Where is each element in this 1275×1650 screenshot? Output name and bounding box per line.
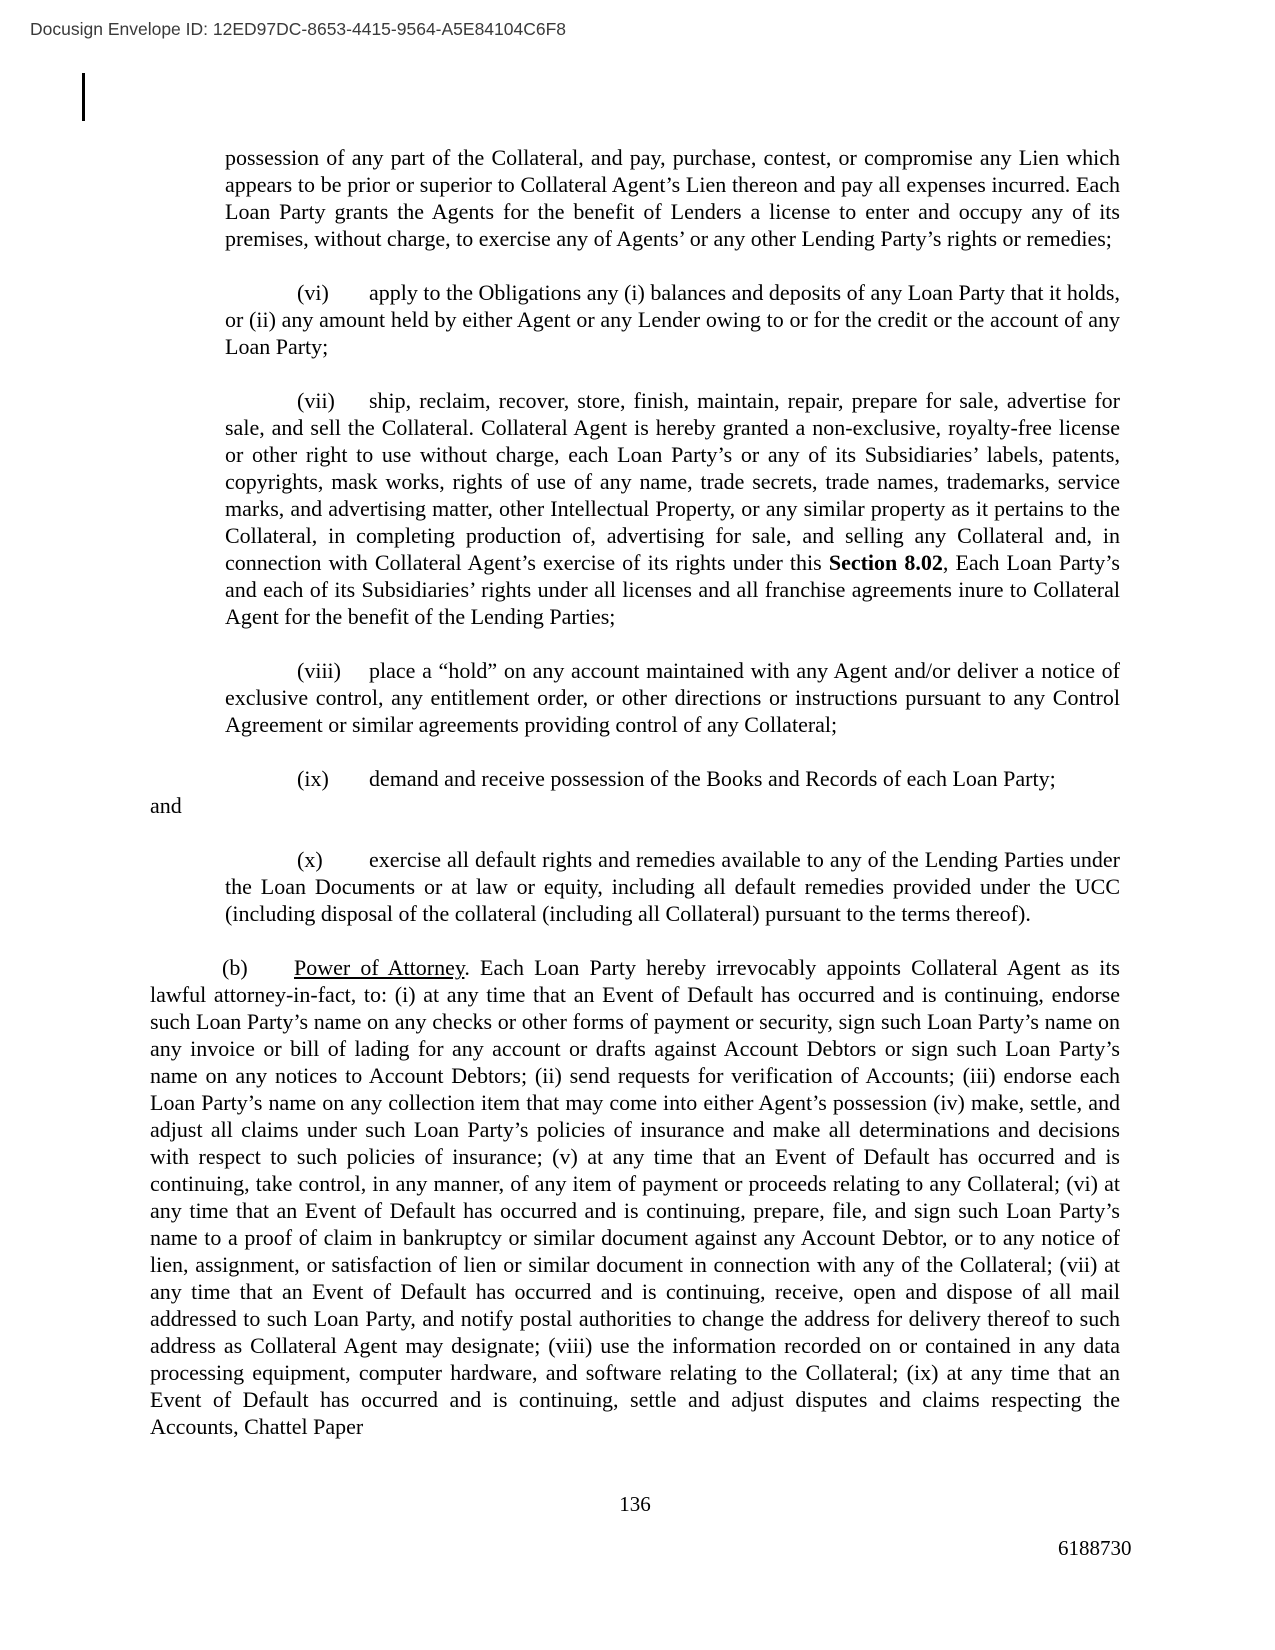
document-body (150, 144, 1120, 1440)
docusign-envelope-id: Docusign Envelope ID: 12ED97DC-8653-4415-9564-A5E84104C6F8 (30, 19, 567, 39)
bold-text: Section 8.02 (828, 550, 943, 575)
clause-marker: (ix) (297, 766, 329, 791)
clause-marker: (vi) (297, 280, 329, 305)
page-number: 136 (619, 1492, 651, 1516)
paragraph: (b) Power of Attorney. Each Loan Party hereby irrevocably appoints Collateral Agent as its lawful attorney-in-fact, to: (i) at any time that an Event of Default has occurred and is continuing, endorse such Loan Party’s name on any checks or other forms of payment or security, sign such Loan Party’s name on any invoice or bill of lading for any account or drafts against Account Debtors or sign such Loan Party’s name on any notices to Account Debtors; (ii) send requests for verification of Accounts; (iii) endorse each Loan Party’s name on any collection item that may come into either Agent’s possession (iv) make, settle, and adjust all claims under such Loan Party’s policies of insurance and make all determinations and decisions with respect to such policies of insurance; (v) at any time that an Event of Default has occurred and is continuing, take control, in any manner, of any item of payment or proceeds relating to any Collateral; (vi) at any time that an Event of Default has occurred and is continuing, prepare, file, and sign such Loan Party’s name to a proof of claim in bankruptcy or similar document against any Account Debtor, or to any notice of lien, assignment, or satisfaction of lien or similar document in connection with any of the Collateral; (vii) at any time that an Event of Default has occurred and is continuing, receive, open and dispose of all mail addressed to such Loan Party, and notify postal authorities to change the address for delivery thereof to such address as Collateral Agent may designate; (viii) use the information recorded on or contained in any data processing equipment, computer hardware, and software relating to the Collateral; (ix) at any time that an Event of Default has occurred and is continuing, settle and adjust disputes and claims respecting the Accounts, Chattel Paper (150, 955, 1120, 1439)
paragraph: (viii) place a “hold” on any account maintained with any Agent and/or deliver a notice of exclusive control, any entitlement order, or other directions or instructions pursuant to any Control Agreement or similar agreements providing control of any Collateral; (225, 658, 1120, 737)
document-number: 6188730 (1058, 1536, 1132, 1560)
paragraph: possession of any part of the Collateral, and pay, purchase, contest, or compromise any Lien which appears to be prior or superior to Collateral Agent’s Lien thereon and pay all expenses incurred. Each Loan Party grants the Agents for the benefit of Lenders a license to enter and occupy any of its premises, without charge, to exercise any of Agents’ or any other Lending Party’s rights or remedies; (225, 145, 1120, 251)
clause-marker: (vii) (297, 388, 335, 413)
clause-marker: (viii) (297, 658, 341, 683)
clause-marker: (x) (297, 847, 323, 872)
paragraph: (ix) demand and receive possession of the Books and Records of each Loan Party; and (150, 766, 1056, 818)
paragraph: (vii) ship, reclaim, recover, store, finish, maintain, repair, prepare for sale, advertise for sale, and sell the Collateral. Collateral Agent is hereby granted a non-exclusive, royalty-free license or other right to use without charge, each Loan Party’s or any of its Subsidiaries’ labels, patents, copyrights, mask works, rights of use of any name, trade secrets, trade names, trademarks, service marks, and advertising matter, other Intellectual Property, or any similar property as it pertains to the Collateral, in completing production of, advertising for sale, and selling any Collateral and, in connection with Collateral Agent’s exercise of its rights under this Section 8.02, Each Loan Party’s and each of its Subsidiaries’ rights under all licenses and all franchise agreements inure to Collateral Agent for the benefit of the Lending Parties; (225, 388, 1120, 629)
underlined-text: Power of Attorney (294, 955, 465, 980)
paragraph: (x) exercise all default rights and remedies available to any of the Lending Parties under the Loan Documents or at law or equity, including all default remedies provided under the UCC (including disposal of the collateral (including all Collateral) pursuant to the terms thereof). (225, 847, 1120, 926)
clause-marker: (b) (222, 955, 248, 980)
paragraph: (vi) apply to the Obligations any (i) balances and deposits of any Loan Party that it holds, or (ii) any amount held by either Agent or any Lender owing to or for the credit or the account of any Loan Party; (225, 280, 1120, 359)
margin-change-bar (82, 73, 85, 121)
